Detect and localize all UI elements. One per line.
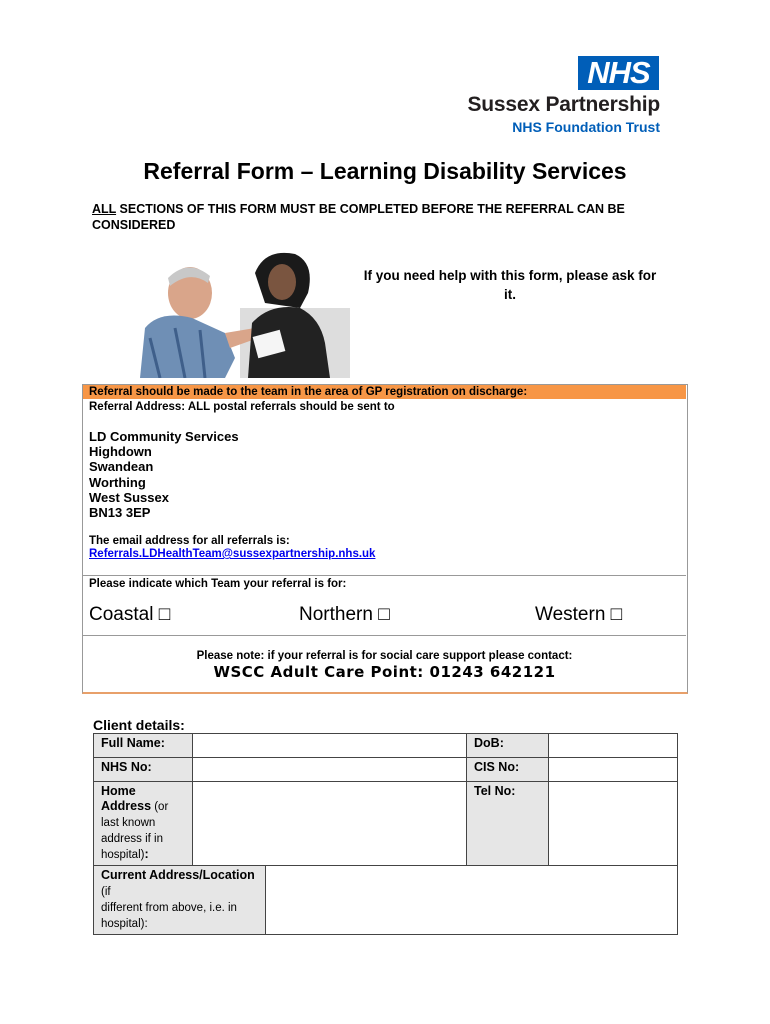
address-line: West Sussex <box>89 489 169 505</box>
nhs-no-label: NHS No: <box>94 758 193 782</box>
nhs-logo: NHS <box>578 56 659 90</box>
home-address-note: last known address if in hospital) <box>101 817 164 861</box>
address-line: BN13 3EP <box>89 505 151 521</box>
home-address-label <box>94 782 193 866</box>
team-option-western[interactable]: Western □ <box>535 604 623 625</box>
current-address-bold: Current Address/Location <box>101 868 255 882</box>
instruction-text <box>92 201 692 233</box>
client-details-table <box>93 733 678 935</box>
nhs-no-field[interactable] <box>193 758 467 782</box>
full-name-field-ext[interactable] <box>266 734 467 758</box>
tel-no-label: Tel No: <box>467 782 549 866</box>
email-link[interactable]: Referrals.LDHealthTeam@sussexpartnership.nhs.uk <box>89 548 376 560</box>
dob-field[interactable] <box>549 734 678 758</box>
instruction-lead: ALL <box>92 202 117 216</box>
org-name: Sussex Partnership <box>467 93 660 116</box>
home-address-colon: : <box>144 847 149 861</box>
home-address-field[interactable] <box>193 782 467 866</box>
social-care-contact: WSCC Adult Care Point: 01243 642121 <box>213 663 556 681</box>
dob-label: DoB: <box>467 734 549 758</box>
instruction-rest: SECTIONS OF THIS FORM MUST BE COMPLETED BEFORE THE REFERRAL CAN BE CONSIDERED <box>92 202 625 232</box>
current-address-label <box>94 866 266 935</box>
current-address-field[interactable] <box>266 866 678 935</box>
home-address-bold: Home Address <box>101 784 152 813</box>
divider <box>83 635 686 636</box>
team-option-coastal[interactable]: Coastal □ <box>89 604 171 625</box>
help-text: If you need help with this form, please ask for it. <box>363 268 657 302</box>
divider <box>83 575 686 576</box>
full-name-label: Full Name: <box>94 734 193 758</box>
full-name-field[interactable] <box>193 734 266 758</box>
current-address-note: different from above, i.e. in hospital): <box>101 902 237 930</box>
address-intro: Referral Address: ALL postal referrals should be sent to <box>89 401 395 413</box>
page-title: Referral Form – Learning Disability Services <box>143 158 627 184</box>
address-line: Highdown <box>89 444 152 460</box>
address-line: LD Community Services <box>89 429 239 444</box>
postal-address <box>89 429 239 520</box>
referral-bar: Referral should be made to the team in the area of GP registration on discharge: <box>83 385 686 399</box>
address-line: Swandean <box>89 459 154 475</box>
home-address-paren: (or <box>151 801 169 813</box>
tel-no-field[interactable] <box>549 782 678 866</box>
current-address-paren: (if <box>101 886 111 898</box>
address-line: Worthing <box>89 474 146 490</box>
cis-no-field[interactable] <box>549 758 678 782</box>
cis-no-label: CIS No: <box>467 758 549 782</box>
email-label: The email address for all referrals is: <box>89 535 290 547</box>
client-details-heading: Client details: <box>93 717 185 733</box>
consultation-photo <box>130 248 350 378</box>
social-care-note: Please note: if your referral is for social care support please contact: <box>196 650 573 662</box>
team-question: Please indicate which Team your referral is for: <box>89 578 347 590</box>
team-option-northern[interactable]: Northern □ <box>299 604 390 625</box>
org-subtitle: NHS Foundation Trust <box>512 119 660 135</box>
